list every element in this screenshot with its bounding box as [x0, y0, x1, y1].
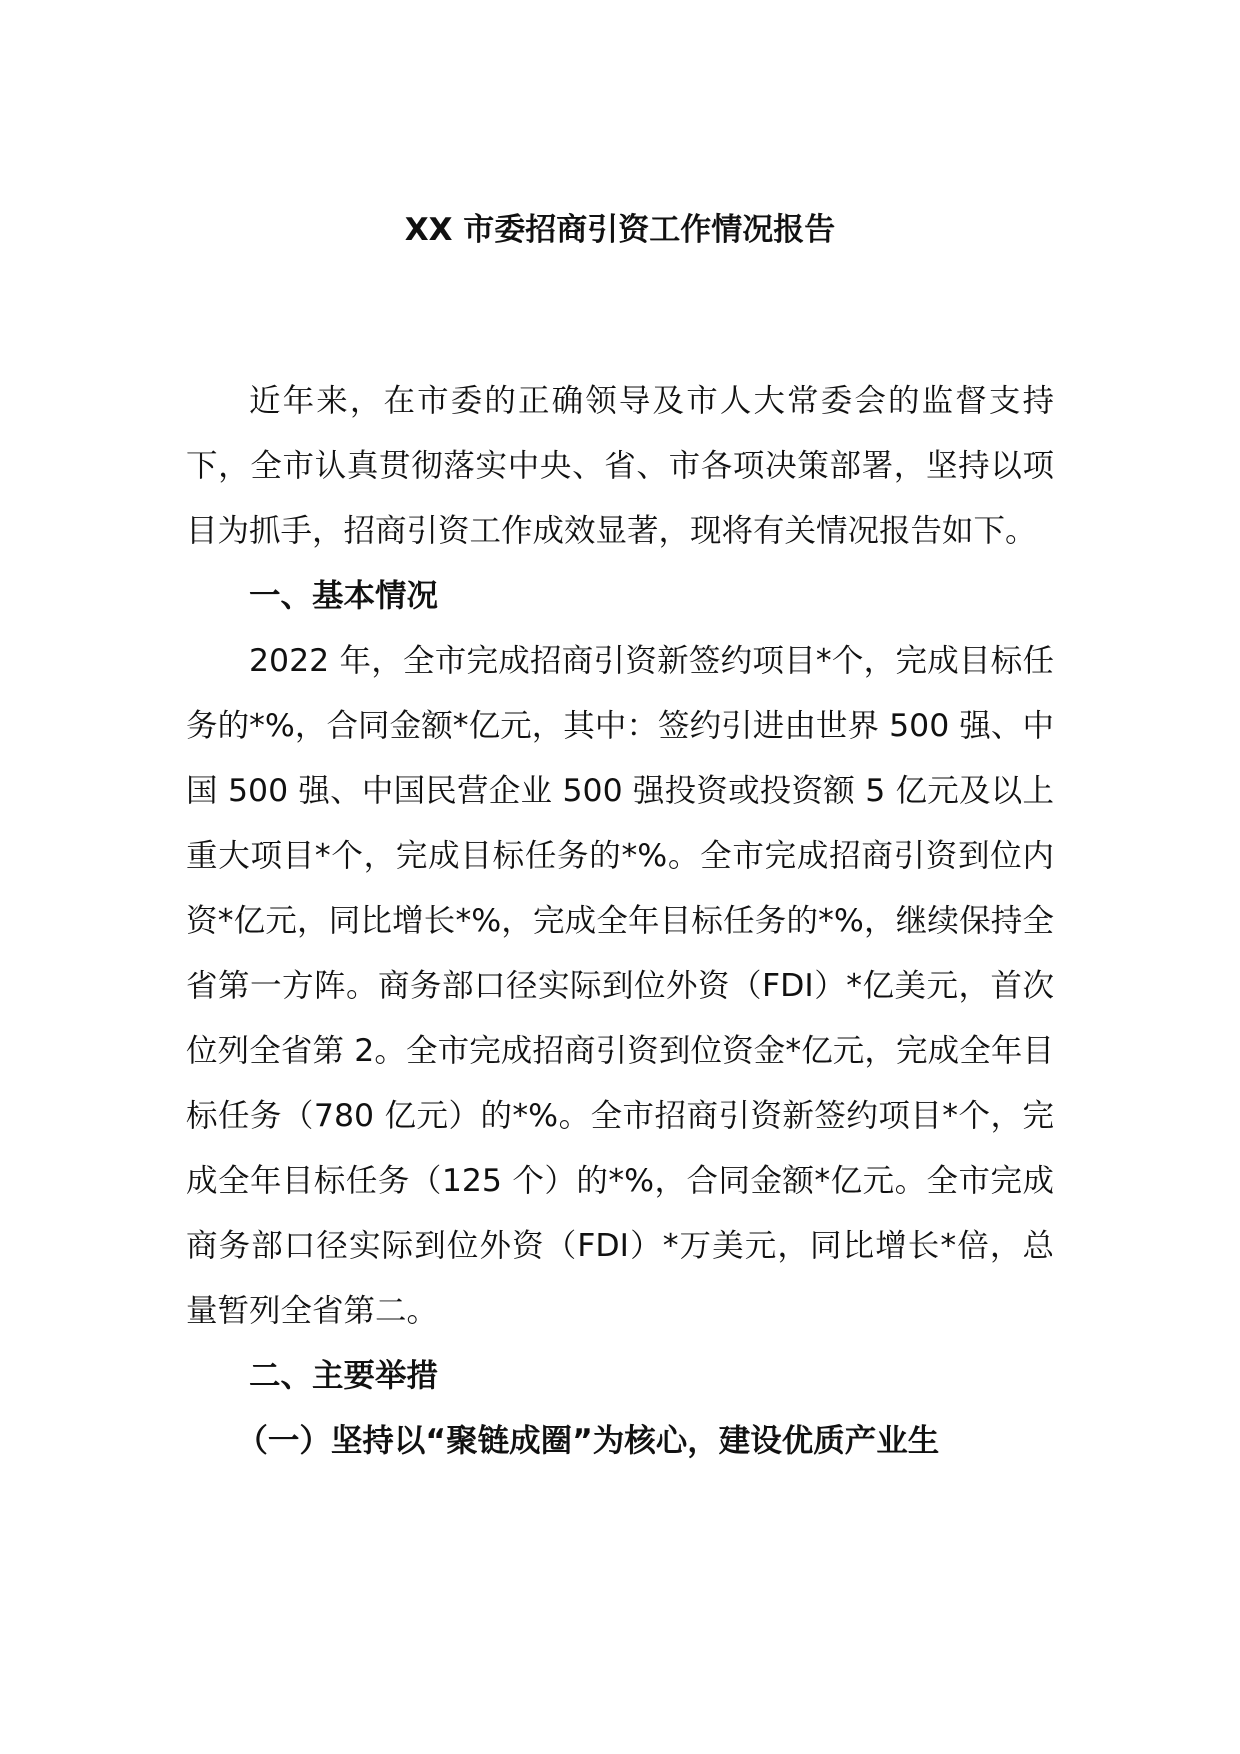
intro-paragraph: 近年来，在市委的正确领导及市人大常委会的监督支持下，全市认真贯彻落实中央、省、市各项决策部署，坚持以项目为抓手，招商引资工作成效显著，现将有关情况报告如下。: [186, 383, 1054, 549]
document-title: XX 市委招商引资工作情况报告: [404, 212, 836, 248]
subsection-heading-chain: （一）坚持以“聚链成圈”为核心，建设优质产业生: [236, 1423, 940, 1459]
section-heading-basic: 一、基本情况: [249, 578, 439, 614]
document-body: [186, 369, 1054, 1474]
section-heading-measures: 二、主要举措: [249, 1358, 439, 1394]
basic-situation-paragraph: 2022 年，全市完成招商引资新签约项目*个，完成目标任务的*%，合同金额*亿元，其中：签约引进由世界 500 强、中国 500 强、中国民营企业 500 强投资或投资额 5 亿元及以上重大项目*个，完成目标任务的*%。全市完成招商引资到位内资*亿元，同比增长*%，完成全年目标任务的*%，继续保持全省第一方阵。商务部口径实际到位外资（FDI）*亿美元，首次位列全省第 2。全市完成招商引资到位资金*亿元，完成全年目标任务（780 亿元）的*%。全市招商引资新签约项目*个，完成全年目标任务（125 个）的*%，合同金额*亿元。全市完成商务部口径实际到位外资（FDI）*万美元，同比增长*倍，总量暂列全省第二。: [186, 643, 1054, 1329]
